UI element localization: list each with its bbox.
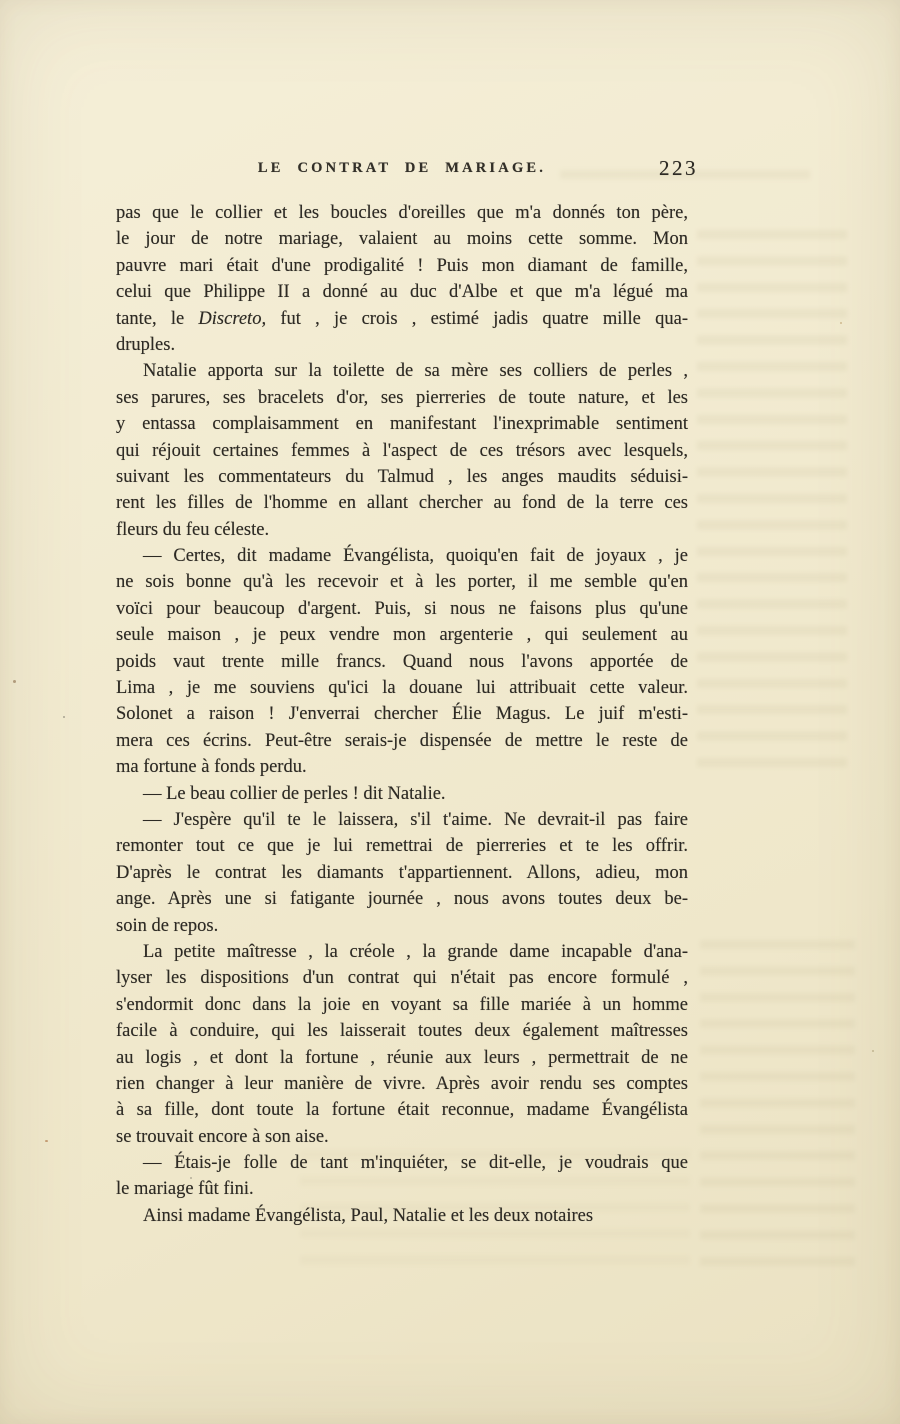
text-line: poids vaut trente mille francs. Quand nous l'avons apportée de xyxy=(116,651,688,672)
text-line: lyser les dispositions d'un contrat qui n'était pas encore formulé , xyxy=(116,968,688,989)
text-line: — J'espère qu'il te le laissera, s'il t'aime. Ne devrait-il pas faire xyxy=(143,809,688,830)
text-line: soin de repos. xyxy=(116,915,219,936)
text-line: le jour de notre mariage, valaient au moins cette somme. Mon xyxy=(116,229,688,250)
page-number: 223 xyxy=(659,156,698,180)
text-line: se trouvait encore à son aise. xyxy=(116,1126,329,1147)
bleed-through-smudge xyxy=(697,230,847,770)
text-line: druples. xyxy=(116,334,176,355)
text-line: facile à conduire, qui les laisserait toutes deux également maîtresses xyxy=(116,1021,688,1042)
running-title: LE CONTRAT DE MARIAGE. xyxy=(257,160,547,176)
text-line: rien changer à leur manière de vivre. Après avoir rendu ses comptes xyxy=(116,1073,688,1094)
ink-speck xyxy=(840,322,842,324)
text-line: ma fortune à fonds perdu. xyxy=(116,757,307,778)
text-line: voïci pour beaucoup d'argent. Puis, si nous ne faisons plus qu'une xyxy=(116,598,688,619)
text-line: y entassa complaisamment en manifestant l'inexprimable sentiment xyxy=(116,414,688,435)
ink-speck xyxy=(13,680,16,683)
text-line: celui que Philippe II a donné au duc d'Albe et que m'a légué ma xyxy=(116,282,688,303)
text-line: suivant les commentateurs du Talmud , les anges maudits séduisi- xyxy=(116,466,688,487)
ink-speck xyxy=(63,716,65,718)
text-line: pauvre mari était d'une prodigalité ! Puis mon diamant de famille, xyxy=(116,255,688,276)
text-line: D'après le contrat les diamants t'appartiennent. Allons, adieu, mon xyxy=(116,862,688,883)
text-line: seule maison , je peux vendre mon argenterie , qui seulement au xyxy=(116,625,688,646)
page-header xyxy=(116,156,698,186)
text-line: le mariage fût fini. xyxy=(116,1179,254,1200)
text-line: ange. Après une si fatigante journée , nous avons toutes deux be- xyxy=(116,889,688,910)
text-line: s'endormit donc dans la joie en voyant sa fille mariée à un homme xyxy=(116,994,688,1015)
text-line: La petite maîtresse , la créole , la grande dame incapable d'ana- xyxy=(143,941,688,962)
body-text xyxy=(116,200,688,1229)
text-line: au logis , et dont la fortune , réunie aux leurs , permettrait de ne xyxy=(116,1047,688,1068)
text-line: fleurs du feu céleste. xyxy=(116,519,270,540)
text-line: mera ces écrins. Peut-être serais-je dispensée de mettre le reste de xyxy=(116,730,688,751)
ink-speck xyxy=(45,1140,48,1142)
text-line: ne sois bonne qu'à les recevoir et à les porter, il me semble qu'en xyxy=(116,572,688,593)
text-line: — Le beau collier de perles ! dit Natalie. xyxy=(143,783,446,804)
text-line: Ainsi madame Évangélista, Paul, Natalie et les deux notaires xyxy=(143,1205,594,1226)
text-line: rent les filles de l'homme en allant chercher au fond de la terre ces xyxy=(116,493,688,514)
text-line: Natalie apporta sur la toilette de sa mère ses colliers de perles , xyxy=(143,361,688,382)
text-line: Solonet a raison ! J'enverrai chercher Élie Magus. Le juif m'esti- xyxy=(116,704,688,725)
bleed-through-smudge xyxy=(700,940,855,1270)
text-line: à sa fille, dont toute la fortune était reconnue, madame Évangélista xyxy=(116,1100,688,1121)
text-line: ses parures, ses bracelets d'or, ses pierreries de toute nature, et les xyxy=(116,387,688,408)
text-line: pas que le collier et les boucles d'oreilles que m'a donnés ton père, xyxy=(116,203,688,223)
text-line: Lima , je me souviens qu'ici la douane lui attribuait cette valeur. xyxy=(116,678,688,699)
text-line: qui réjouit certaines femmes à l'aspect de ces trésors avec lesquels, xyxy=(116,440,688,461)
text-line: tante, le Discreto, fut , je crois , estimé jadis quatre mille qua- xyxy=(116,308,688,329)
ink-speck xyxy=(872,1050,874,1052)
text-line: remonter tout ce que je lui remettrai de pierreries et te les offrir. xyxy=(116,836,688,857)
text-line: — Certes, dit madame Évangélista, quoiqu'en fait de joyaux , je xyxy=(143,546,688,567)
text-line: — Étais-je folle de tant m'inquiéter, se dit-elle, je voudrais que xyxy=(143,1153,688,1174)
